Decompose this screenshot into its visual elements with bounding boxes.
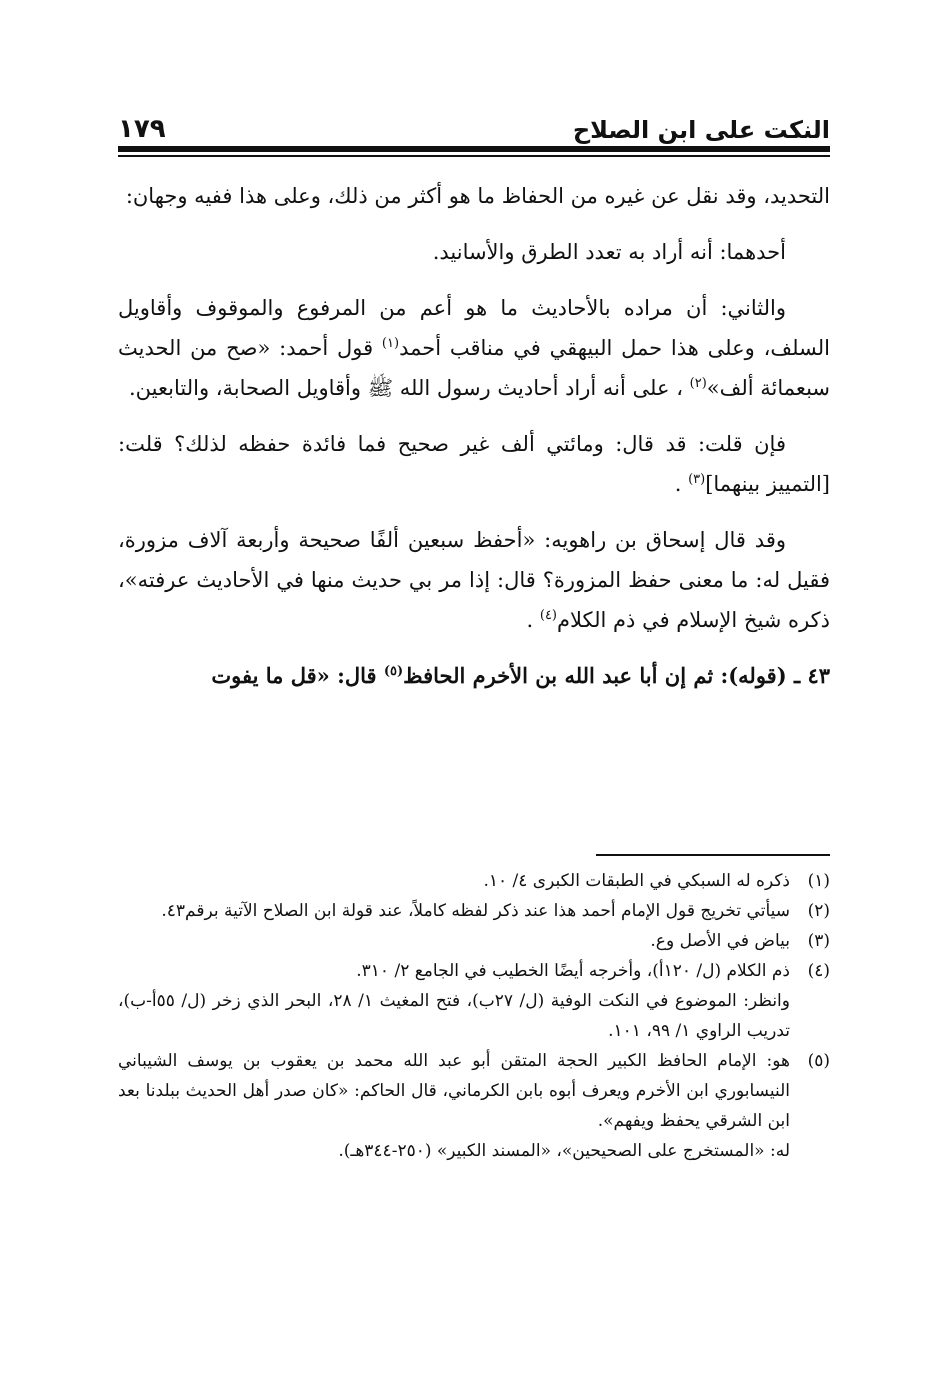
footnote-continuation [118, 1136, 830, 1166]
footnote-ref[interactable]: (٥) [383, 664, 404, 679]
header-rule-thick [118, 146, 830, 152]
footnote-number: (٥) [807, 1051, 830, 1071]
paragraph [118, 520, 830, 640]
footnote-rule [596, 854, 830, 856]
footnote-number: (٣) [807, 931, 830, 951]
paragraph-text: قول أحمد: «صح من الحديث سبعمائة ألف» [118, 336, 830, 400]
footnotes [118, 866, 830, 1166]
paragraph-text: التحديد، وقد نقل عن غيره من الحفاظ ما هو أكثر من ذلك، وعلى هذا ففيه وجهان: [125, 184, 830, 208]
footnote-text: وانظر: الموضوع في النكت الوفية (ل/ ٢٧ب)، فتح المغيث ١/ ٢٨، البحر الذي زخر (ل/ ٥٥أ-ب)، تدريب الراوي ١/ ٩٩، ١٠١. [118, 991, 790, 1041]
footnote-number: (٢) [807, 901, 830, 921]
paragraph [118, 288, 830, 408]
paragraph-text: . [674, 472, 682, 496]
footnote-ref[interactable]: (٢) [689, 376, 707, 391]
paragraph-text: فإن قلت: قد قال: ومائتي ألف غير صحيح فما فائدة حفظه لذلك؟ قلت: [التمييز بينهما] [118, 432, 830, 496]
footnote-number: (٤) [807, 961, 830, 981]
page-number: ١٧٩ [118, 114, 166, 144]
paragraph-text: وقد قال إسحاق بن راهويه: «أحفظ سبعين ألفًا صحيحة وأربعة آلاف مزورة، فقيل له: ما معنى حفظ المزورة؟ قال: إذا مر بي حديث منها في الأحاديث عرفته»، ذكره شيخ الإسلام في ذم الكلام [118, 528, 830, 632]
main-text [118, 176, 830, 712]
footnote [118, 956, 830, 986]
footnote-text: ذم الكلام (ل/ ١٢٠أ)، وأخرجه أيضًا الخطيب في الجامع ٢/ ٣١٠. [356, 961, 790, 981]
footnote-text: له: «المستخرج على الصحيحين»، «المسند الكبير» (٢٥٠-٣٤٤هـ). [338, 1141, 790, 1161]
paragraph-text: قال: «قل ما يفوت [211, 663, 377, 688]
paragraph-numbered [118, 656, 830, 696]
paragraph [118, 176, 830, 216]
footnote-ref[interactable]: (٤) [539, 608, 557, 623]
footnote-text: ذكره له السبكي في الطبقات الكبرى ٤/ ١٠. [483, 871, 790, 891]
header-rule-thin [118, 155, 830, 157]
footnote-ref[interactable]: (١) [381, 336, 400, 351]
footnote-text: هو: الإمام الحافظ الكبير الحجة المتقن أبو عبد الله محمد بن يعقوب بن يوسف الشيباني النيسابوري ابن الأخرم ويعرف أبوه بابن الكرماني، قال الحاكم: «كان صدر أهل الحديث ببلدنا بعد ابن الشرقي يحفظ ويفهم». [118, 1051, 790, 1131]
footnote [118, 926, 830, 956]
paragraph-text: ، على أنه أراد أحاديث رسول الله ﷺ وأقاويل الصحابة، والتابعين. [129, 376, 683, 400]
paragraph-text: أحدهما: أنه أراد به تعدد الطرق والأسانيد. [432, 240, 786, 264]
footnote [118, 896, 830, 926]
footnote-text: سيأتي تخريج قول الإمام أحمد هذا عند ذكر لفظه كاملاً، عند قولة ابن الصلاح الآتية برقم٤٣. [161, 901, 790, 921]
footnote [118, 1046, 830, 1136]
paragraph [118, 424, 830, 504]
footnote-continuation [118, 986, 830, 1046]
footnote-text: بياض في الأصل وع. [650, 931, 790, 951]
paragraph [118, 232, 830, 272]
footnote-ref[interactable]: (٣) [688, 472, 706, 487]
running-head [118, 104, 830, 144]
footnote-number: (١) [807, 871, 830, 891]
paragraph-text: ٤٣ ـ (قوله): ثم إن أبا عبد الله بن الأخرم الحافظ [403, 663, 830, 688]
footnote [118, 866, 830, 896]
running-title: النكت على ابن الصلاح [572, 116, 830, 144]
paragraph-text: . [526, 608, 534, 632]
paragraph-text: والثاني: أن مراده بالأحاديث ما هو أعم من المرفوع والموقوف وأقاويل السلف، وعلى هذا حمل البيهقي في مناقب أحمد [118, 296, 830, 360]
